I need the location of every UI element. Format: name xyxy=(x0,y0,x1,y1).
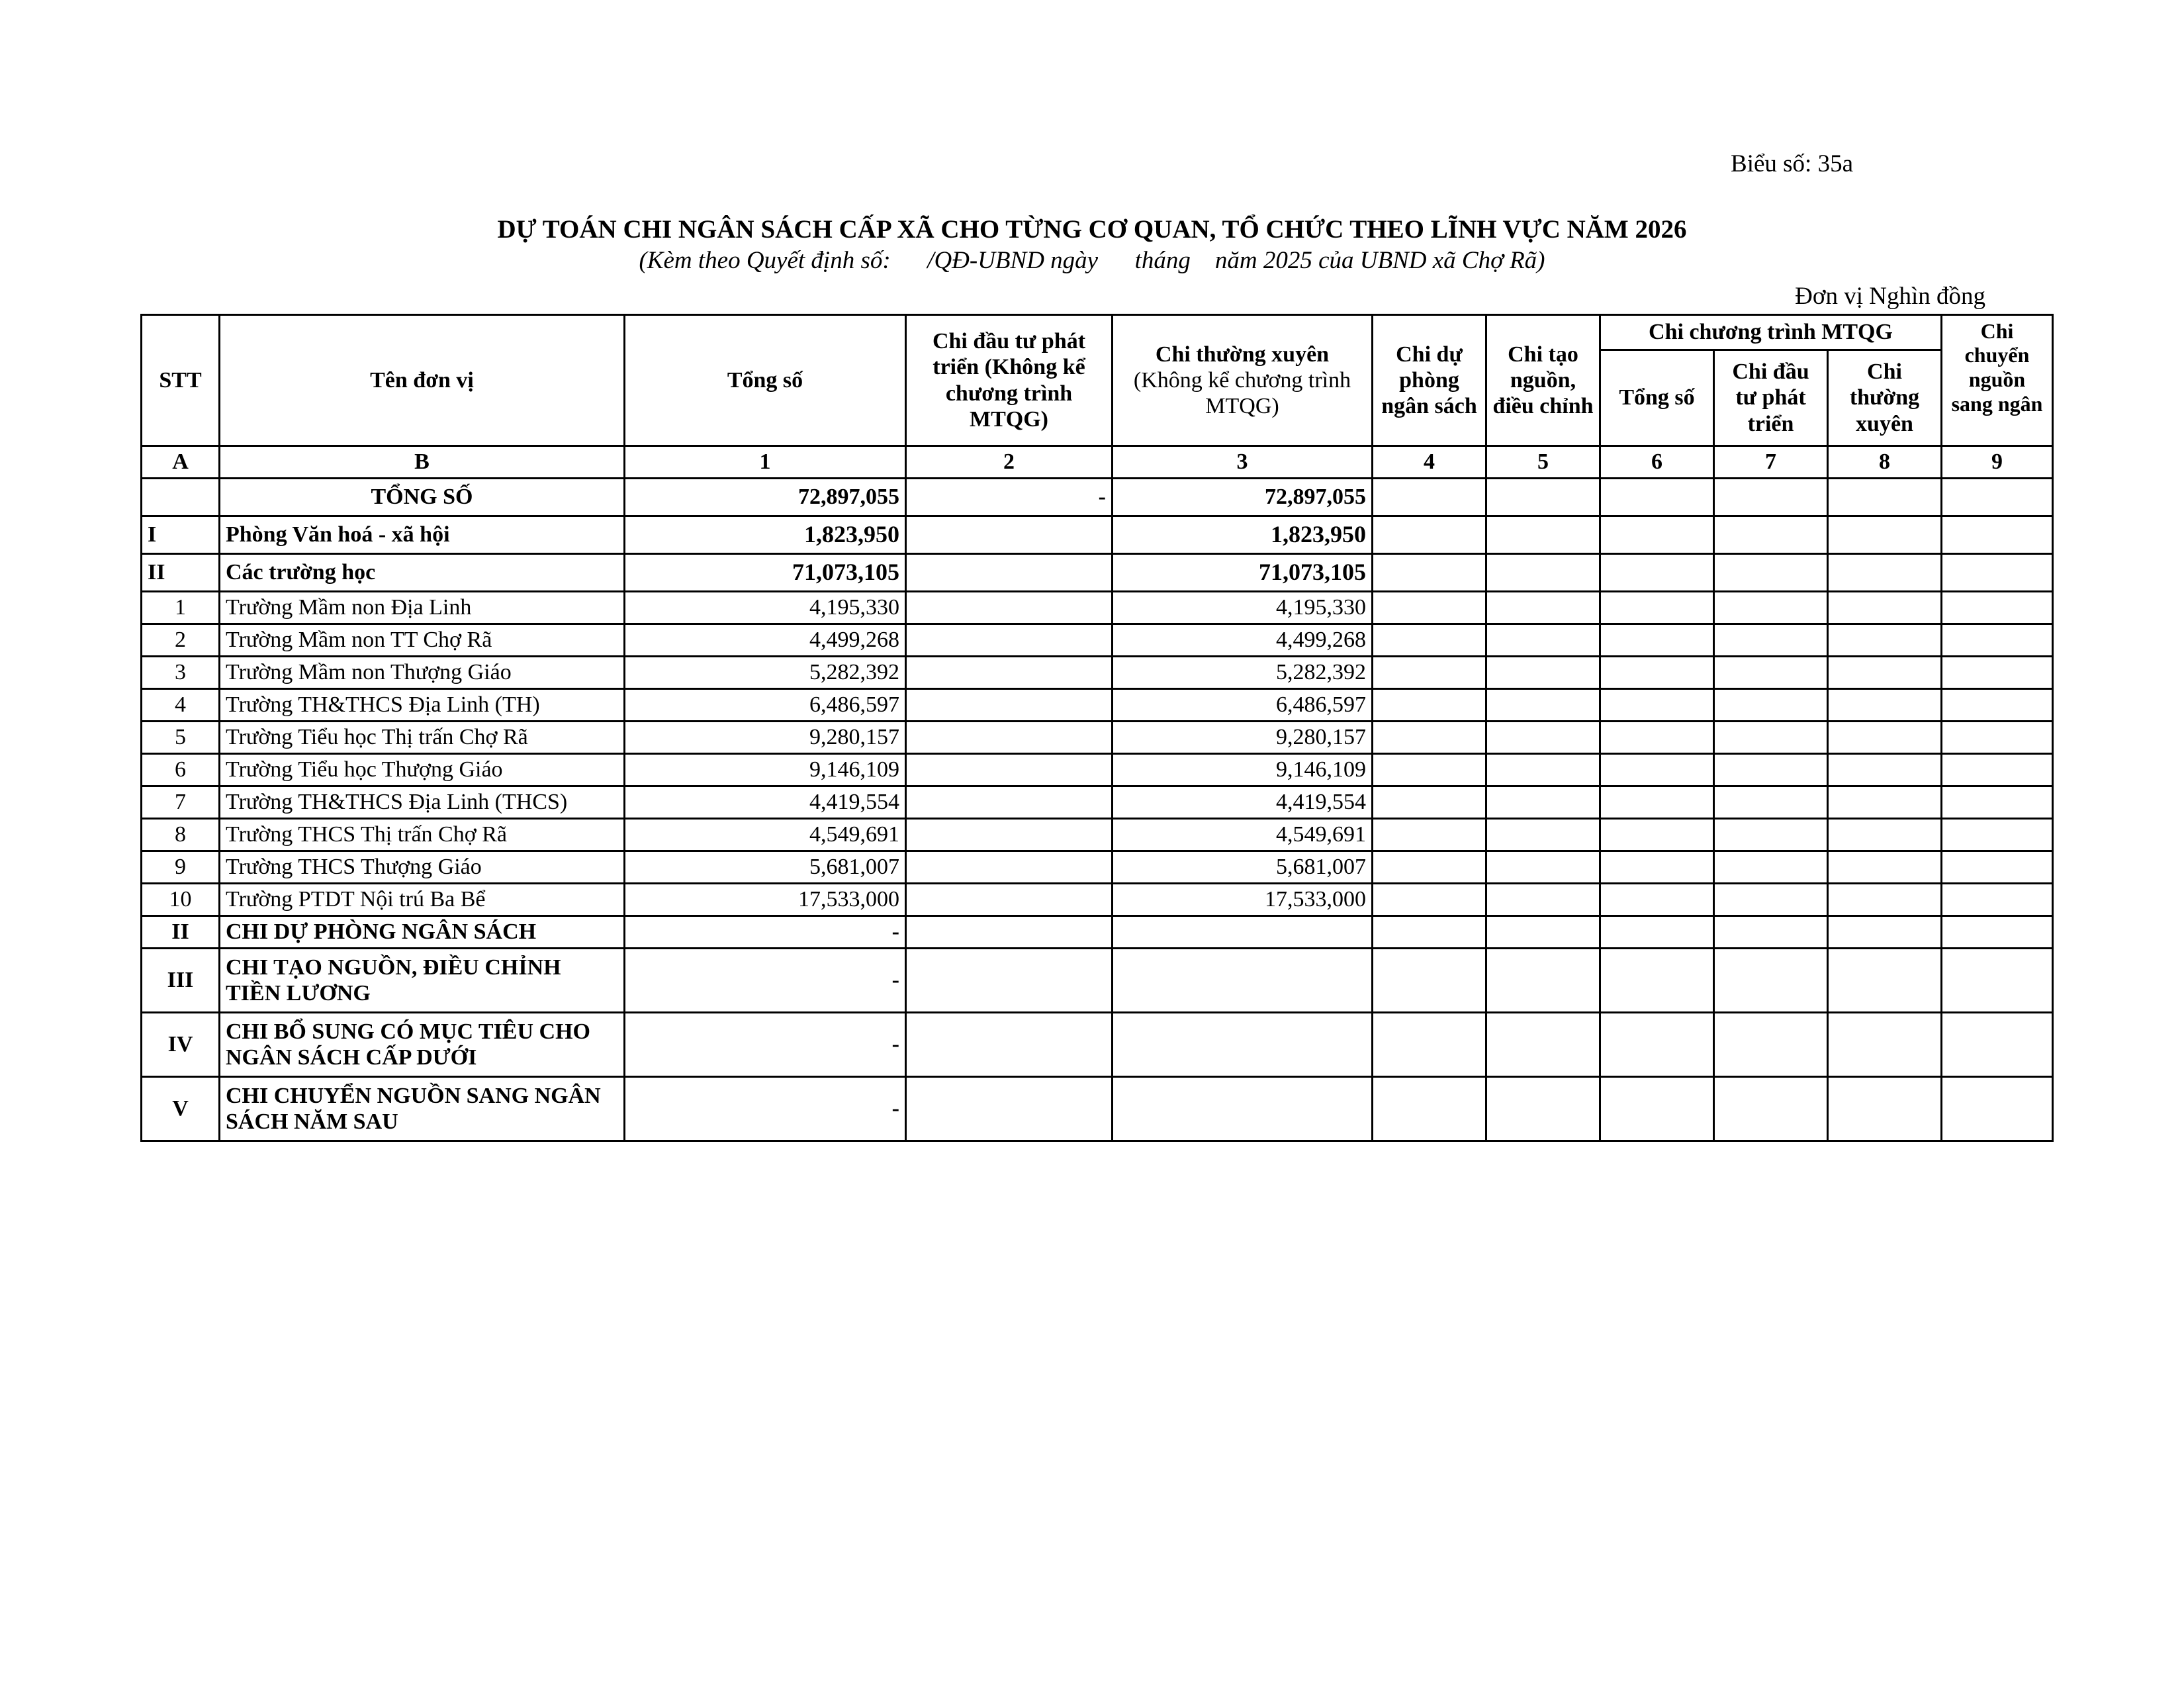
table-row xyxy=(142,851,2053,884)
index-cell: 9 xyxy=(1942,446,2053,479)
index-cell: B xyxy=(220,446,625,479)
other-row xyxy=(142,1013,2053,1077)
header-regular-title: Chi thường xuyên xyxy=(1155,342,1330,367)
other-name: CHI TẠO NGUỒN, ĐIỀU CHỈNH TIỀN LƯƠNG xyxy=(220,949,625,1013)
form-number: Biểu số: 35a xyxy=(1731,150,1853,177)
section-total: 71,073,105 xyxy=(625,554,906,592)
table-row xyxy=(142,786,2053,819)
header-mtqg-invest: Chi đầu tư phát triển xyxy=(1714,350,1828,446)
header-mtqg: Chi chương trình MTQG xyxy=(1600,315,1942,350)
row-stt: 7 xyxy=(142,786,220,819)
other-total: - xyxy=(625,916,906,949)
index-cell: 6 xyxy=(1600,446,1714,479)
header-invest: Chi đầu tư phát triển (Không kể chương trình MTQG) xyxy=(906,315,1113,446)
row-total: 17,533,000 xyxy=(625,884,906,916)
document-title: DỰ TOÁN CHI NGÂN SÁCH CẤP XÃ CHO TỪNG CƠ QUAN, TỔ CHỨC THEO LĨNH VỰC NĂM 2026 xyxy=(497,215,1687,244)
other-name: CHI CHUYỂN NGUỒN SANG NGÂN SÁCH NĂM SAU xyxy=(220,1077,625,1141)
row-regular: 5,681,007 xyxy=(1113,851,1373,884)
row-stt: 4 xyxy=(142,689,220,722)
row-name: Trường TH&THCS Địa Linh (TH) xyxy=(220,689,625,722)
section-name: Phòng Văn hoá - xã hội xyxy=(220,516,625,554)
other-stt: II xyxy=(142,916,220,949)
other-total: - xyxy=(625,1013,906,1077)
row-total: 4,549,691 xyxy=(625,819,906,851)
row-name: Trường THCS Thượng Giáo xyxy=(220,851,625,884)
section-regular: 71,073,105 xyxy=(1113,554,1373,592)
other-total: - xyxy=(625,1077,906,1141)
section-stt: II xyxy=(142,554,220,592)
row-name: Trường Tiểu học Thị trấn Chợ Rã xyxy=(220,722,625,754)
header-total: Tổng số xyxy=(625,315,906,446)
row-total: 4,195,330 xyxy=(625,592,906,624)
other-name: CHI DỰ PHÒNG NGÂN SÁCH xyxy=(220,916,625,949)
row-stt: 1 xyxy=(142,592,220,624)
table-row xyxy=(142,592,2053,624)
section-row xyxy=(142,554,2053,592)
row-stt: 10 xyxy=(142,884,220,916)
row-name: Trường Mầm non Thượng Giáo xyxy=(220,657,625,689)
header-reserve: Chi dự phòng ngân sách xyxy=(1373,315,1486,446)
document-subtitle: (Kèm theo Quyết định số: /QĐ-UBND ngày tháng năm 2025 của UBND xã Chợ Rã) xyxy=(639,247,1545,274)
header-mtqg-total: Tổng số xyxy=(1600,350,1714,446)
row-regular: 6,486,597 xyxy=(1113,689,1373,722)
table-row xyxy=(142,624,2053,657)
index-row xyxy=(142,446,2053,479)
row-total: 4,419,554 xyxy=(625,786,906,819)
section-name: Các trường học xyxy=(220,554,625,592)
row-name: Trường TH&THCS Địa Linh (THCS) xyxy=(220,786,625,819)
row-total: 6,486,597 xyxy=(625,689,906,722)
index-cell: 3 xyxy=(1113,446,1373,479)
index-cell: 2 xyxy=(906,446,1113,479)
row-regular: 9,146,109 xyxy=(1113,754,1373,786)
row-total: 9,146,109 xyxy=(625,754,906,786)
section-total: 1,823,950 xyxy=(625,516,906,554)
row-stt: 5 xyxy=(142,722,220,754)
other-row xyxy=(142,1077,2053,1141)
other-row xyxy=(142,949,2053,1013)
table-row xyxy=(142,657,2053,689)
budget-table xyxy=(140,314,2054,1142)
row-regular: 17,533,000 xyxy=(1113,884,1373,916)
table-row xyxy=(142,722,2053,754)
grand-total-invest: - xyxy=(906,479,1113,516)
header-name: Tên đơn vị xyxy=(220,315,625,446)
table-row xyxy=(142,819,2053,851)
header-mtqg-regular: Chi thường xuyên xyxy=(1828,350,1942,446)
header-transfer: Chi chuyển nguồn sang ngân xyxy=(1942,315,2053,446)
row-total: 4,499,268 xyxy=(625,624,906,657)
other-stt: III xyxy=(142,949,220,1013)
grand-total-row xyxy=(142,479,2053,516)
row-regular: 4,195,330 xyxy=(1113,592,1373,624)
other-total: - xyxy=(625,949,906,1013)
unit-label: Đơn vị Nghìn đồng xyxy=(1795,283,1985,310)
other-name: CHI BỔ SUNG CÓ MỤC TIÊU CHO NGÂN SÁCH CẤP DƯỚI xyxy=(220,1013,625,1077)
other-stt: V xyxy=(142,1077,220,1141)
table-row xyxy=(142,689,2053,722)
section-stt: I xyxy=(142,516,220,554)
table-row xyxy=(142,884,2053,916)
section-regular: 1,823,950 xyxy=(1113,516,1373,554)
row-regular: 4,419,554 xyxy=(1113,786,1373,819)
grand-total-label: TỔNG SỐ xyxy=(220,479,625,516)
row-name: Trường Mầm non TT Chợ Rã xyxy=(220,624,625,657)
row-regular: 9,280,157 xyxy=(1113,722,1373,754)
row-total: 5,282,392 xyxy=(625,657,906,689)
row-total: 5,681,007 xyxy=(625,851,906,884)
row-name: Trường Mầm non Địa Linh xyxy=(220,592,625,624)
row-total: 9,280,157 xyxy=(625,722,906,754)
index-cell: 8 xyxy=(1828,446,1942,479)
header-regular-note: (Không kể chương trình MTQG) xyxy=(1133,367,1351,419)
other-stt: IV xyxy=(142,1013,220,1077)
grand-total-total: 72,897,055 xyxy=(625,479,906,516)
row-stt: 6 xyxy=(142,754,220,786)
row-regular: 4,549,691 xyxy=(1113,819,1373,851)
row-stt: 9 xyxy=(142,851,220,884)
row-stt: 2 xyxy=(142,624,220,657)
index-cell: A xyxy=(142,446,220,479)
table-row xyxy=(142,754,2053,786)
row-stt: 3 xyxy=(142,657,220,689)
row-stt: 8 xyxy=(142,819,220,851)
grand-total-regular: 72,897,055 xyxy=(1113,479,1373,516)
header-regular xyxy=(1113,315,1373,446)
row-name: Trường THCS Thị trấn Chợ Rã xyxy=(220,819,625,851)
row-regular: 4,499,268 xyxy=(1113,624,1373,657)
index-cell: 4 xyxy=(1373,446,1486,479)
index-cell: 7 xyxy=(1714,446,1828,479)
row-name: Trường Tiểu học Thượng Giáo xyxy=(220,754,625,786)
index-cell: 1 xyxy=(625,446,906,479)
other-row xyxy=(142,916,2053,949)
row-name: Trường PTDT Nội trú Ba Bể xyxy=(220,884,625,916)
row-regular: 5,282,392 xyxy=(1113,657,1373,689)
index-cell: 5 xyxy=(1486,446,1600,479)
section-row xyxy=(142,516,2053,554)
header-source: Chi tạo nguồn, điều chỉnh xyxy=(1486,315,1600,446)
header-stt: STT xyxy=(142,315,220,446)
